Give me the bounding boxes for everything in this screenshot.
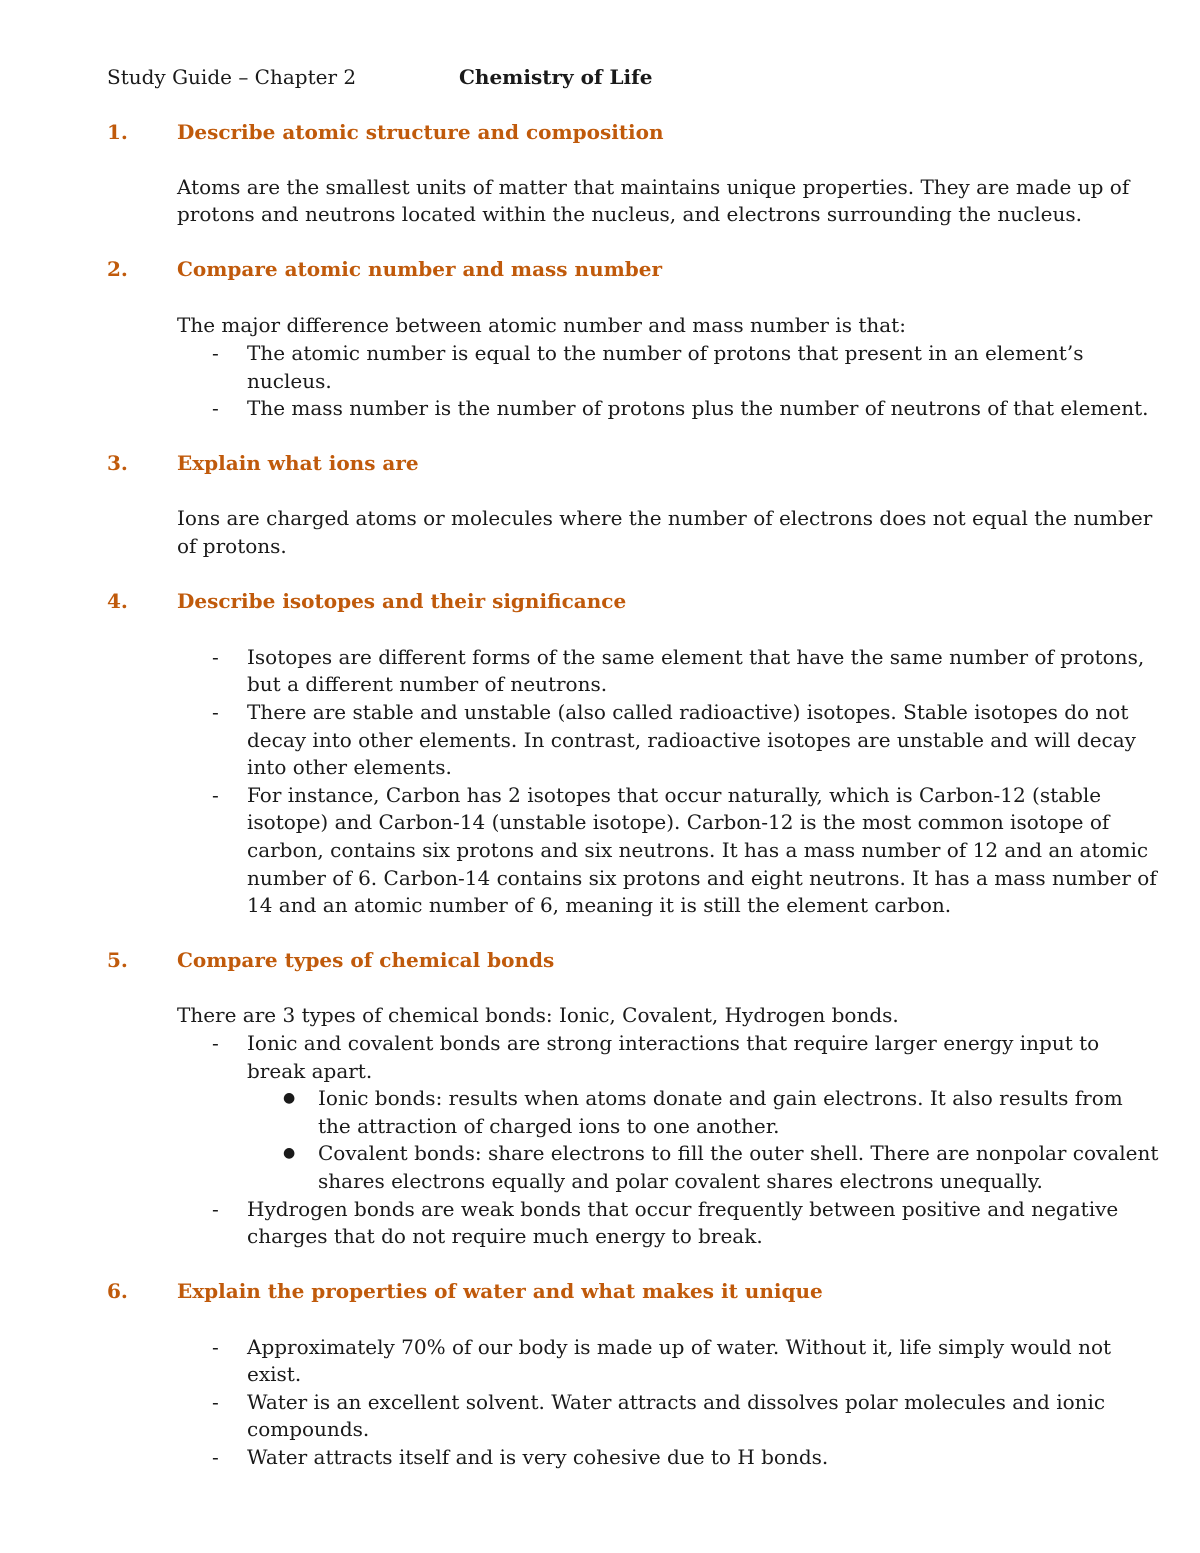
section-heading: Compare types of chemical bonds <box>177 948 555 972</box>
dash-bullet: - <box>212 1445 219 1469</box>
list-item-line: into other elements. <box>247 755 452 779</box>
header-title: Chemistry of Life <box>459 65 653 89</box>
list-item-line: Hydrogen bonds are weak bonds that occur frequently between positive and negative <box>247 1197 1119 1221</box>
paragraph-line: Ions are charged atoms or molecules where the number of electrons does not equal the number <box>177 506 1153 530</box>
section-number: 4. <box>107 589 128 613</box>
dash-bullet: - <box>212 1197 219 1221</box>
list-item-line: break apart. <box>247 1059 373 1083</box>
paragraph-line: protons and neutrons located within the nucleus, and electrons surrounding the nucleus. <box>177 202 1083 226</box>
section-number: 1. <box>107 120 128 144</box>
section-heading: Describe atomic structure and composition <box>177 120 664 144</box>
sub-item-line: shares electrons equally and polar covalent shares electrons unequally. <box>318 1169 1043 1193</box>
sub-item-line: the attraction of charged ions to one another. <box>318 1114 780 1138</box>
list-item-line: For instance, Carbon has 2 isotopes that occur naturally, which is Carbon-12 (stable <box>247 783 1102 807</box>
sub-item-line: Ionic bonds: results when atoms donate and gain electrons. It also results from <box>318 1086 1123 1110</box>
round-bullet: ● <box>283 1090 296 1106</box>
section-number: 5. <box>107 948 128 972</box>
dash-bullet: - <box>212 341 219 365</box>
section-heading: Explain the properties of water and what makes it unique <box>177 1279 823 1303</box>
dash-bullet: - <box>212 1335 219 1359</box>
list-item-line: Isotopes are different forms of the same element that have the same number of protons, <box>247 645 1145 669</box>
paragraph-line: Atoms are the smallest units of matter that maintains unique properties. They are made up of <box>177 175 1130 199</box>
list-item-line: Water is an excellent solvent. Water attracts and dissolves polar molecules and ionic <box>247 1390 1106 1414</box>
section-number: 6. <box>107 1279 128 1303</box>
dash-bullet: - <box>212 1390 219 1414</box>
list-item-line: number of 6. Carbon-14 contains six protons and eight neutrons. It has a mass number of <box>247 866 1157 890</box>
list-item-line: Approximately 70% of our body is made up of water. Without it, life simply would not <box>247 1335 1112 1359</box>
paragraph-line: of protons. <box>177 534 287 558</box>
list-item-line: nucleus. <box>247 369 332 393</box>
section-number: 3. <box>107 451 128 475</box>
section-heading: Describe isotopes and their significance <box>177 589 627 613</box>
paragraph-line: The major difference between atomic number and mass number is that: <box>177 313 906 337</box>
list-item-line: decay into other elements. In contrast, radioactive isotopes are unstable and will decay <box>247 728 1136 752</box>
list-item-line: Water attracts itself and is very cohesive due to H bonds. <box>247 1445 829 1469</box>
list-item-line: compounds. <box>247 1417 370 1441</box>
dash-bullet: - <box>212 783 219 807</box>
dash-bullet: - <box>212 1031 219 1055</box>
section-heading: Compare atomic number and mass number <box>177 257 663 281</box>
dash-bullet: - <box>212 700 219 724</box>
sub-item-line: Covalent bonds: share electrons to fill the outer shell. There are nonpolar covalent <box>318 1141 1159 1165</box>
list-item-line: charges that do not require much energy to break. <box>247 1224 763 1248</box>
list-item-line: Ionic and covalent bonds are strong interactions that require larger energy input to <box>247 1031 1100 1055</box>
round-bullet: ● <box>283 1145 296 1161</box>
list-item-line: The mass number is the number of protons plus the number of neutrons of that element. <box>247 396 1149 420</box>
dash-bullet: - <box>212 396 219 420</box>
list-item-line: but a different number of neutrons. <box>247 672 608 696</box>
list-item-line: There are stable and unstable (also called radioactive) isotopes. Stable isotopes do not <box>247 700 1129 724</box>
list-item-line: isotope) and Carbon-14 (unstable isotope). Carbon-12 is the most common isotope of <box>247 810 1110 834</box>
header-left: Study Guide – Chapter 2 <box>107 65 357 89</box>
list-item-line: exist. <box>247 1362 302 1386</box>
list-item-line: carbon, contains six protons and six neutrons. It has a mass number of 12 and an atomic <box>247 838 1149 862</box>
section-number: 2. <box>107 257 128 281</box>
dash-bullet: - <box>212 645 219 669</box>
list-item-line: The atomic number is equal to the number of protons that present in an element’s <box>247 341 1084 365</box>
list-item-line: 14 and an atomic number of 6, meaning it is still the element carbon. <box>247 893 952 917</box>
section-heading: Explain what ions are <box>177 451 419 475</box>
paragraph-line: There are 3 types of chemical bonds: Ionic, Covalent, Hydrogen bonds. <box>177 1003 899 1027</box>
